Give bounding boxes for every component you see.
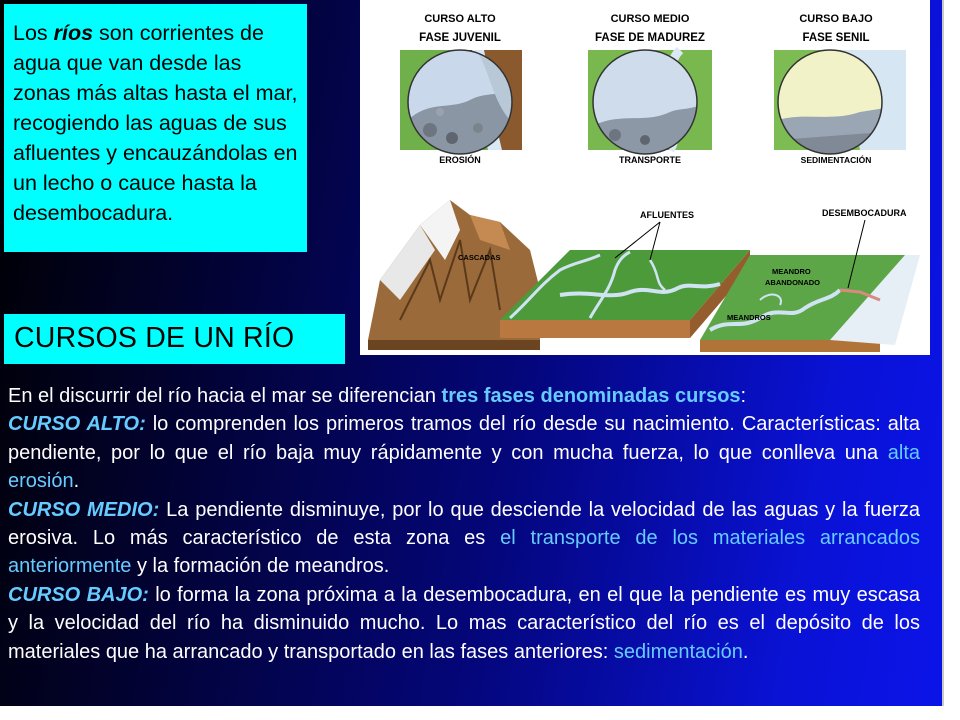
heading-curso-bajo: CURSO BAJO: — [8, 583, 149, 606]
paragraph-curso-medio — [8, 496, 920, 581]
panel-curso-alto — [400, 13, 522, 165]
label-fase-juvenil: FASE JUVENIL — [419, 32, 501, 44]
river-diagram-svg — [360, 0, 930, 355]
label-afluentes: AFLUENTES — [640, 210, 694, 220]
label-desembocadura: DESEMBOCADURA — [822, 208, 907, 218]
section-title: CURSOS DE UN RÍO — [4, 314, 345, 364]
p1-highlight: tres fases denominadas cursos — [441, 385, 741, 407]
intro-rios-word: ríos — [53, 21, 94, 45]
medio-end: y la formación de meandros. — [131, 555, 390, 578]
label-cascadas: CASCADAS — [458, 253, 501, 262]
body-text — [8, 382, 920, 666]
panel-curso-medio — [588, 13, 712, 165]
label-fase-madurez: FASE DE MADUREZ — [595, 32, 705, 44]
intro-text-start: Los — [13, 21, 54, 45]
label-transporte: TRANSPORTE — [618, 155, 682, 165]
label-meandros: MEANDROS — [727, 313, 771, 322]
paragraph-curso-alto — [8, 410, 920, 495]
medio-highlight: el transporte de los materiales arrancados anteriormente — [8, 527, 920, 578]
bajo-end: . — [742, 640, 749, 663]
label-fase-senil: FASE SENIL — [802, 32, 870, 44]
label-curso-medio: CURSO MEDIO — [610, 13, 690, 25]
bottom-margin — [0, 706, 942, 720]
medio-text: La pendiente disminuye, por lo que desciende la velocidad de las aguas y la fuerza erosiva. Lo más característico de esta zona es — [8, 498, 920, 550]
right-margin — [942, 0, 960, 720]
intro-text-rest: son corrientes de agua que van desde las zonas más altas hasta el mar, recogiendo las aguas de sus afluentes y encauzándolas en un lecho o cauce hasta la desembocadura. — [13, 21, 298, 225]
label-abandonado: ABANDONADO — [765, 278, 820, 287]
label-curso-alto: CURSO ALTO — [424, 13, 496, 25]
paragraph-curso-bajo — [8, 581, 920, 666]
heading-curso-medio: CURSO MEDIO: — [8, 498, 160, 521]
landscape-block — [368, 200, 920, 352]
label-sedimentacion: SEDIMENTACIÓN — [800, 155, 872, 165]
bajo-highlight: sedimentación — [613, 640, 743, 663]
alto-text: lo comprenden los primeros tramos del río desde su nacimiento. Características: alta pendiente, por lo que el río baja muy rápidamente y con mucha fuerza, lo que conlleva una — [8, 413, 920, 464]
river-courses-diagram — [360, 0, 930, 355]
paragraph-intro — [8, 382, 920, 410]
right-margin-line — [942, 0, 944, 706]
alto-highlight: alta erosión — [8, 441, 920, 493]
p1-end: : — [740, 385, 747, 407]
label-meandro: MEANDRO — [772, 267, 811, 276]
alto-end: . — [73, 470, 80, 493]
label-curso-bajo: CURSO BAJO — [799, 13, 873, 25]
intro-box — [4, 4, 307, 252]
panel-curso-bajo — [774, 13, 906, 165]
heading-curso-alto: CURSO ALTO: — [8, 413, 146, 436]
p1-text: En el discurrir del río hacia el mar se diferencian — [8, 385, 442, 407]
label-erosion: EROSIÓN — [439, 155, 481, 165]
bajo-text: lo forma la zona próxima a la desembocadura, en el que la pendiente es muy escasa y la velocidad del río ha disminuido mucho. Lo mas característico del río es el depósito de los materiales que ha arrancado y transportado en las fases anteriores: — [8, 583, 920, 663]
